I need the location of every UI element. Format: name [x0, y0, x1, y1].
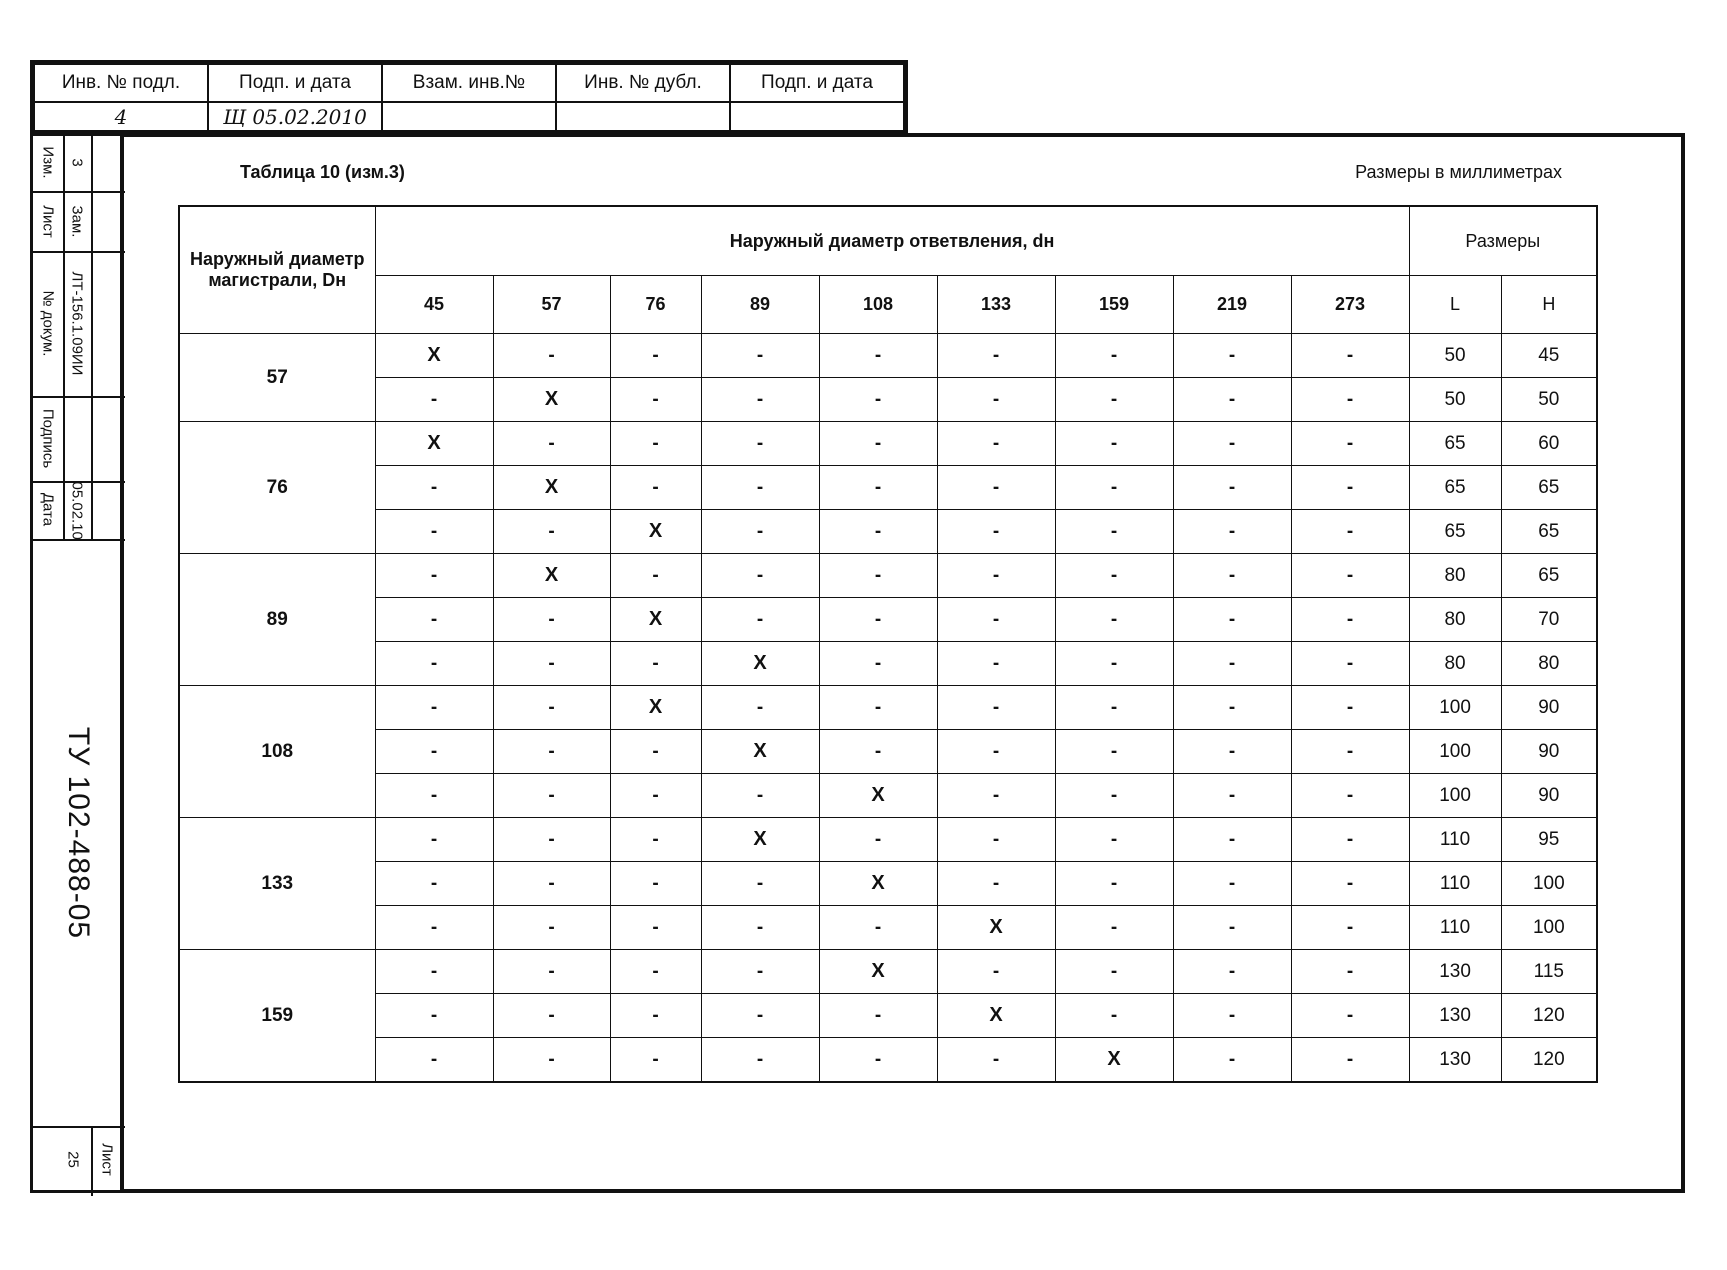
branch-cell: - — [1291, 466, 1409, 510]
table-row — [179, 378, 1597, 422]
branch-cell: - — [1173, 642, 1291, 686]
table-row — [179, 642, 1597, 686]
branch-cell: - — [819, 466, 937, 510]
table-row — [179, 466, 1597, 510]
branch-cell: X — [1055, 1038, 1173, 1083]
branch-cell: - — [1291, 510, 1409, 554]
branch-cell: X — [375, 422, 493, 466]
table-caption: Таблица 10 (изм.3) — [240, 162, 405, 182]
branch-cell: - — [610, 642, 701, 686]
header-branch-76: 76 — [610, 276, 701, 334]
stamp-label-vzam-inv: Взам. инв.№ — [382, 64, 556, 102]
branch-cell: - — [493, 422, 610, 466]
header-branch-diameter: Наружный диаметр ответвления, dн — [375, 206, 1409, 276]
size-l-cell: 50 — [1409, 334, 1501, 378]
table-row — [179, 994, 1597, 1038]
branch-cell: - — [493, 774, 610, 818]
sheet-number: 25 — [64, 1151, 82, 1168]
branch-cell: - — [937, 466, 1055, 510]
branch-cell: - — [1291, 686, 1409, 730]
header-branch-159: 159 — [1055, 276, 1173, 334]
size-h-cell: 90 — [1501, 686, 1597, 730]
table-row — [179, 1038, 1597, 1083]
left-label-date: Дата — [39, 492, 57, 527]
branch-cell: - — [937, 422, 1055, 466]
branch-cell: - — [1291, 906, 1409, 950]
branch-cell: - — [610, 950, 701, 994]
branch-cell: - — [937, 334, 1055, 378]
table-row — [179, 554, 1597, 598]
size-h-cell: 50 — [1501, 378, 1597, 422]
branch-cell: - — [1291, 554, 1409, 598]
branch-cell: - — [1055, 862, 1173, 906]
doc-code: ТУ 102-488-05 — [62, 726, 95, 940]
branch-cell: - — [375, 598, 493, 642]
branch-cell: - — [1173, 334, 1291, 378]
stamp-label-podp-data: Подп. и дата — [208, 64, 382, 102]
size-h-cell: 65 — [1501, 510, 1597, 554]
branch-cell: - — [1173, 994, 1291, 1038]
branch-cell: - — [1291, 334, 1409, 378]
branch-cell: - — [1055, 950, 1173, 994]
branch-cell: - — [1291, 598, 1409, 642]
stamp-label-podp-data-2: Подп. и дата — [730, 64, 904, 102]
branch-cell: - — [493, 818, 610, 862]
size-l-cell: 130 — [1409, 1038, 1501, 1083]
branch-cell: - — [610, 466, 701, 510]
branch-cell: - — [493, 730, 610, 774]
stamp-value-inv-dubl — [556, 102, 730, 131]
sheet-label: Лист — [98, 1143, 116, 1176]
header-branch-89: 89 — [701, 276, 819, 334]
branch-cell: - — [819, 598, 937, 642]
table-row — [179, 950, 1597, 994]
branch-cell: - — [819, 730, 937, 774]
size-h-cell: 120 — [1501, 1038, 1597, 1083]
branch-cell: - — [610, 818, 701, 862]
branch-cell: - — [493, 994, 610, 1038]
branch-cell: - — [819, 994, 937, 1038]
header-branch-133: 133 — [937, 276, 1055, 334]
branch-cell: - — [701, 1038, 819, 1083]
header-main-diameter: Наружный диаметр магистрали, Dн — [179, 206, 375, 334]
branch-cell: - — [819, 1038, 937, 1083]
size-l-cell: 80 — [1409, 642, 1501, 686]
size-h-cell: 80 — [1501, 642, 1597, 686]
branch-cell: X — [375, 334, 493, 378]
branch-cell: - — [937, 774, 1055, 818]
branch-cell: - — [1055, 378, 1173, 422]
header-branch-45: 45 — [375, 276, 493, 334]
branch-cell: - — [1291, 818, 1409, 862]
branch-cell: X — [610, 598, 701, 642]
branch-cell: - — [375, 774, 493, 818]
branch-cell: - — [493, 510, 610, 554]
units-note: Размеры в миллиметрах — [1355, 162, 1562, 182]
branch-cell: - — [1055, 334, 1173, 378]
branch-cell: - — [1055, 686, 1173, 730]
branch-cell: - — [1291, 774, 1409, 818]
table-row — [179, 510, 1597, 554]
branch-cell: - — [493, 906, 610, 950]
stamp-label-inv-dubl: Инв. № дубл. — [556, 64, 730, 102]
branch-cell: - — [819, 686, 937, 730]
main-diameter-cell: 57 — [179, 334, 375, 422]
size-l-cell: 65 — [1409, 422, 1501, 466]
branch-cell: - — [1173, 862, 1291, 906]
size-h-cell: 100 — [1501, 862, 1597, 906]
left-value-doc: ЛТ-156.1.09ИИ — [68, 271, 86, 376]
branch-cell: - — [375, 862, 493, 906]
branch-cell: - — [493, 862, 610, 906]
branch-cell: - — [819, 378, 937, 422]
branch-cell: - — [610, 862, 701, 906]
stamp-value-inv-podl: 4 — [34, 102, 208, 131]
branch-cell: - — [1291, 422, 1409, 466]
branch-cell: - — [375, 510, 493, 554]
left-label-list: Лист — [39, 205, 57, 238]
branch-cell: - — [1173, 730, 1291, 774]
header-branch-273: 273 — [1291, 276, 1409, 334]
branch-cell: - — [1291, 994, 1409, 1038]
left-value-date: 05.02.10 — [68, 481, 86, 540]
table-row — [179, 862, 1597, 906]
size-l-cell: 130 — [1409, 994, 1501, 1038]
size-l-cell: 110 — [1409, 862, 1501, 906]
top-stamp — [30, 60, 908, 135]
branch-cell: - — [1055, 422, 1173, 466]
branch-cell: - — [701, 774, 819, 818]
branch-cell: - — [937, 598, 1055, 642]
branch-cell: X — [937, 906, 1055, 950]
branch-cell: - — [701, 466, 819, 510]
size-h-cell: 70 — [1501, 598, 1597, 642]
branch-cell: - — [375, 906, 493, 950]
branch-cell: - — [610, 1038, 701, 1083]
branch-cell: - — [701, 598, 819, 642]
branch-cell: - — [701, 554, 819, 598]
branch-cell: - — [1055, 598, 1173, 642]
size-h-cell: 45 — [1501, 334, 1597, 378]
stamp-value-vzam-inv — [382, 102, 556, 131]
branch-cell: - — [1173, 686, 1291, 730]
header-size-l: L — [1409, 276, 1501, 334]
branch-cell: X — [701, 818, 819, 862]
branch-cell: - — [610, 378, 701, 422]
size-l-cell: 110 — [1409, 818, 1501, 862]
branch-cell: - — [1291, 642, 1409, 686]
branch-cell: - — [1173, 950, 1291, 994]
branch-cell: - — [1173, 510, 1291, 554]
branch-cell: - — [610, 994, 701, 1038]
branch-cell: - — [701, 994, 819, 1038]
branch-cell: - — [937, 1038, 1055, 1083]
branch-cell: - — [1291, 950, 1409, 994]
main-diameter-cell: 76 — [179, 422, 375, 554]
branch-cell: - — [1055, 906, 1173, 950]
branch-cell: - — [1291, 862, 1409, 906]
branch-cell: - — [493, 1038, 610, 1083]
branch-cell: - — [493, 598, 610, 642]
branch-cell: - — [701, 510, 819, 554]
branch-cell: - — [493, 950, 610, 994]
size-h-cell: 90 — [1501, 730, 1597, 774]
size-l-cell: 110 — [1409, 906, 1501, 950]
branch-cell: X — [701, 730, 819, 774]
header-sizes: Размеры — [1409, 206, 1597, 276]
stamp-label-inv-podl: Инв. № подл. — [34, 64, 208, 102]
branch-cell: - — [819, 818, 937, 862]
branch-cell: X — [819, 774, 937, 818]
size-l-cell: 80 — [1409, 554, 1501, 598]
branch-cell: - — [1173, 554, 1291, 598]
branch-cell: - — [1173, 818, 1291, 862]
branch-cell: X — [610, 686, 701, 730]
main-diameter-cell: 89 — [179, 554, 375, 686]
size-l-cell: 100 — [1409, 774, 1501, 818]
branch-cell: - — [1173, 906, 1291, 950]
size-h-cell: 60 — [1501, 422, 1597, 466]
branch-cell: - — [819, 510, 937, 554]
left-label-doc: № докум. — [39, 290, 57, 357]
branch-cell: - — [1291, 1038, 1409, 1083]
branch-cell: - — [1291, 378, 1409, 422]
branch-cell: - — [819, 554, 937, 598]
branch-cell: - — [1055, 818, 1173, 862]
branch-cell: - — [375, 994, 493, 1038]
branch-cell: - — [375, 1038, 493, 1083]
main-diameter-cell: 133 — [179, 818, 375, 950]
branch-cell: - — [1173, 1038, 1291, 1083]
size-h-cell: 95 — [1501, 818, 1597, 862]
size-l-cell: 100 — [1409, 686, 1501, 730]
branch-cell: - — [493, 334, 610, 378]
branch-cell: - — [701, 906, 819, 950]
branch-cell: X — [493, 466, 610, 510]
size-l-cell: 80 — [1409, 598, 1501, 642]
branch-cell: - — [701, 422, 819, 466]
branch-cell: - — [493, 642, 610, 686]
branch-cell: - — [610, 730, 701, 774]
size-h-cell: 65 — [1501, 554, 1597, 598]
branch-cell: - — [610, 554, 701, 598]
size-h-cell: 120 — [1501, 994, 1597, 1038]
branch-cell: - — [819, 906, 937, 950]
table-row — [179, 774, 1597, 818]
branch-cell: X — [701, 642, 819, 686]
header-size-h: H — [1501, 276, 1597, 334]
header-branch-219: 219 — [1173, 276, 1291, 334]
size-l-cell: 130 — [1409, 950, 1501, 994]
branch-cell: - — [493, 686, 610, 730]
branch-cell: - — [375, 466, 493, 510]
size-l-cell: 100 — [1409, 730, 1501, 774]
branch-cell: - — [1173, 422, 1291, 466]
branch-cell: - — [1055, 994, 1173, 1038]
branch-cell: - — [937, 510, 1055, 554]
table-row — [179, 818, 1597, 862]
branch-cell: - — [937, 554, 1055, 598]
branch-cell: - — [375, 554, 493, 598]
branch-cell: - — [375, 730, 493, 774]
branch-cell: - — [375, 378, 493, 422]
branch-cell: - — [701, 950, 819, 994]
branch-cell: - — [1173, 378, 1291, 422]
stamp-value-podp-data-2 — [730, 102, 904, 131]
branch-cell: - — [375, 686, 493, 730]
table-row — [179, 598, 1597, 642]
table-row — [179, 730, 1597, 774]
header-branch-57: 57 — [493, 276, 610, 334]
size-h-cell: 115 — [1501, 950, 1597, 994]
branch-cell: - — [1173, 774, 1291, 818]
size-l-cell: 65 — [1409, 510, 1501, 554]
branch-cell: - — [1173, 466, 1291, 510]
branch-cell: - — [701, 378, 819, 422]
branch-cell: - — [1055, 730, 1173, 774]
left-label-izm: Изм. — [39, 146, 57, 179]
size-l-cell: 65 — [1409, 466, 1501, 510]
branch-cell: - — [937, 730, 1055, 774]
branch-cell: X — [937, 994, 1055, 1038]
table-row — [179, 686, 1597, 730]
table-row — [179, 334, 1597, 378]
branch-cell: X — [819, 862, 937, 906]
size-h-cell: 65 — [1501, 466, 1597, 510]
table-row — [179, 422, 1597, 466]
branch-cell: - — [1055, 642, 1173, 686]
branch-cell: - — [1173, 598, 1291, 642]
branch-cell: - — [701, 334, 819, 378]
table-row — [179, 906, 1597, 950]
branch-cell: - — [1055, 510, 1173, 554]
branch-cell: X — [493, 554, 610, 598]
left-label-sign: Подпись — [39, 408, 57, 469]
branch-cell: - — [610, 422, 701, 466]
branch-cell: - — [937, 950, 1055, 994]
left-value-list: Зам. — [68, 205, 86, 238]
branch-cell: - — [610, 774, 701, 818]
branch-cell: - — [701, 862, 819, 906]
branch-cell: - — [375, 950, 493, 994]
stamp-value-podp-data: Щ 05.02.2010 — [208, 102, 382, 131]
branch-cell: - — [819, 334, 937, 378]
branch-cell: - — [610, 334, 701, 378]
branch-cell: - — [937, 686, 1055, 730]
left-value-izm: 3 — [68, 158, 86, 167]
main-diameter-cell: 159 — [179, 950, 375, 1083]
branch-cell: - — [1055, 774, 1173, 818]
branch-cell: - — [819, 642, 937, 686]
branch-cell: - — [937, 862, 1055, 906]
size-h-cell: 90 — [1501, 774, 1597, 818]
size-l-cell: 50 — [1409, 378, 1501, 422]
header-branch-108: 108 — [819, 276, 937, 334]
left-stamp — [30, 133, 122, 1193]
branch-cell: X — [819, 950, 937, 994]
branch-cell: X — [493, 378, 610, 422]
branch-cell: - — [375, 642, 493, 686]
branch-cell: - — [1291, 730, 1409, 774]
size-h-cell: 100 — [1501, 906, 1597, 950]
branch-cell: X — [610, 510, 701, 554]
branch-cell: - — [819, 422, 937, 466]
branch-cell: - — [610, 906, 701, 950]
branch-cell: - — [375, 818, 493, 862]
dimensions-table — [178, 205, 1598, 1083]
main-diameter-cell: 108 — [179, 686, 375, 818]
branch-cell: - — [701, 686, 819, 730]
branch-cell: - — [937, 378, 1055, 422]
branch-cell: - — [1055, 554, 1173, 598]
branch-cell: - — [1055, 466, 1173, 510]
branch-cell: - — [937, 642, 1055, 686]
branch-cell: - — [937, 818, 1055, 862]
